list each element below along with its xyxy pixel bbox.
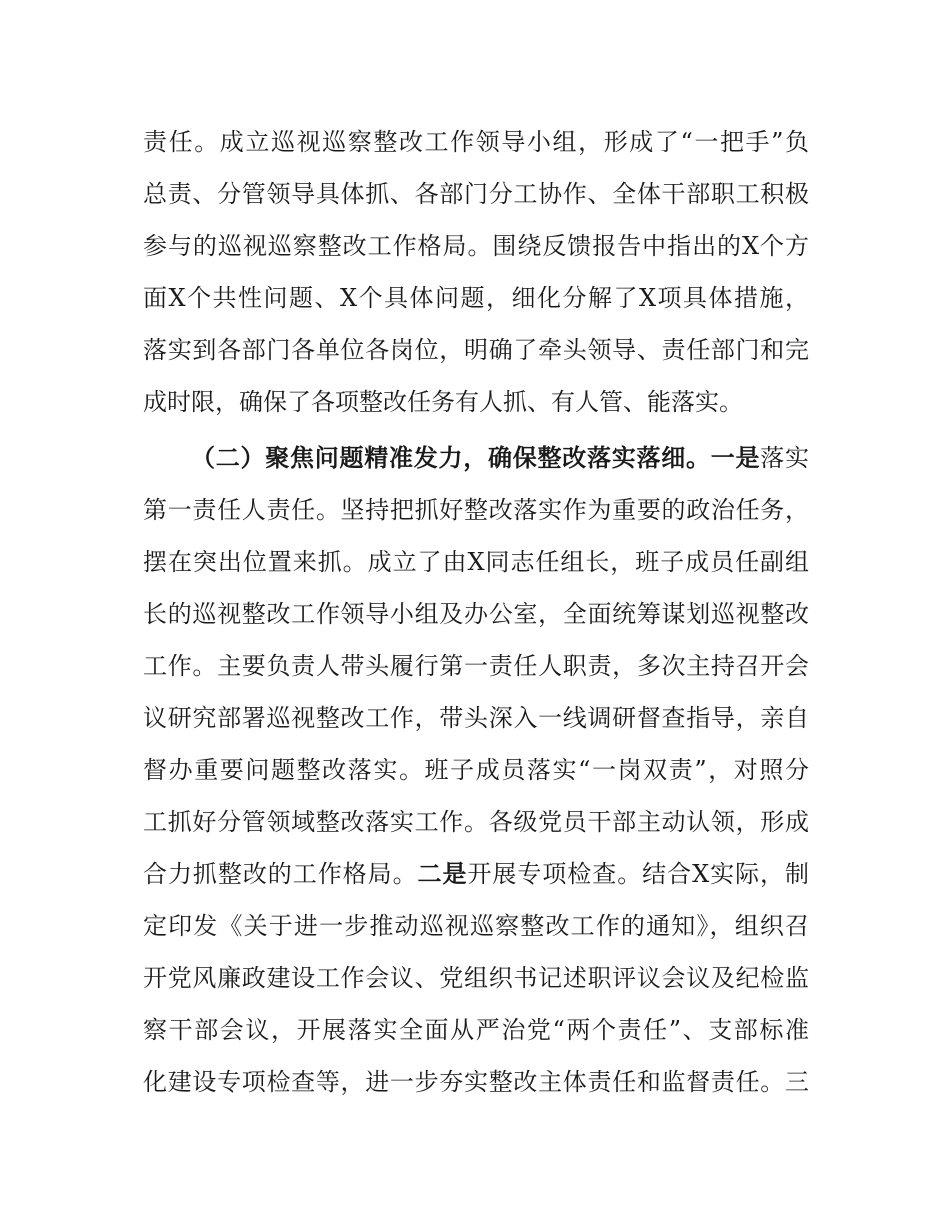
marker-first: 一是 [710,444,761,472]
paragraph-2-line-7: 督办重要问题整改落实。班子成员落实“一岗双责”，对照分 [143,756,809,784]
paragraph-2-line-13: 化建设专项检查等，进一步夯实整改主体责任和监督责任。三 [143,1068,809,1096]
paragraph-2-heading-line [191,438,809,478]
line-9-before: 合力抓整改的工作格局。 [143,860,418,888]
section-heading: （二）聚焦问题精准发力，确保整改落实落细。 [191,444,711,472]
paragraph-1-line-4: 面X个共性问题、X个具体问题，细化分解了X项具体措施， [143,284,809,312]
paragraph-2-line-10: 定印发《关于进一步推动巡视巡察整改工作的通知》，组织召 [143,912,809,940]
paragraph-2-line-4: 长的巡视整改工作领导小组及办公室，全面统筹谋划巡视整改 [143,600,809,628]
paragraph-2-line-2: 第一责任人责任。坚持把抓好整改落实作为重要的政治任务， [143,496,809,524]
paragraph-1-line-6: 成时限，确保了各项整改任务有人抓、有人管、能落实。 [143,388,743,416]
paragraph-2-line-6: 议研究部署巡视整改工作，带头深入一线调研督查指导，亲自 [143,704,809,732]
paragraph-2-line-9 [143,854,809,894]
paragraph-2-line-12: 察干部会议，开展落实全面从严治党“两个责任”、支部标准 [143,1016,809,1044]
paragraph-2-line-11: 开党风廉政建设工作会议、党组织书记述职评议会议及纪检监 [143,964,809,992]
paragraph-1-line-2: 总责、分管领导具体抓、各部门分工协作、全体干部职工积极 [143,180,809,208]
marker-second: 二是 [417,860,468,888]
paragraph-2-line-5: 工作。主要负责人带头履行第一责任人职责，多次主持召开会 [143,652,809,680]
paragraph-1-line-5: 落实到各部门各单位各岗位，明确了牵头领导、责任部门和完 [143,336,809,364]
paragraph-2-line-8: 工抓好分管领域整改落实工作。各级党员干部主动认领，形成 [143,808,809,836]
paragraph-1-line-3: 参与的巡视巡察整改工作格局。围绕反馈报告中指出的X个方 [143,232,809,260]
line-9-after: 开展专项检查。结合X实际，制 [467,860,809,888]
heading-line-rest: 落实 [760,444,809,472]
paragraph-2-line-3: 摆在突出位置来抓。成立了由X同志任组长，班子成员任副组 [143,548,809,576]
paragraph-1-line-1: 责任。成立巡视巡察整改工作领导小组，形成了“一把手”负 [143,128,809,156]
